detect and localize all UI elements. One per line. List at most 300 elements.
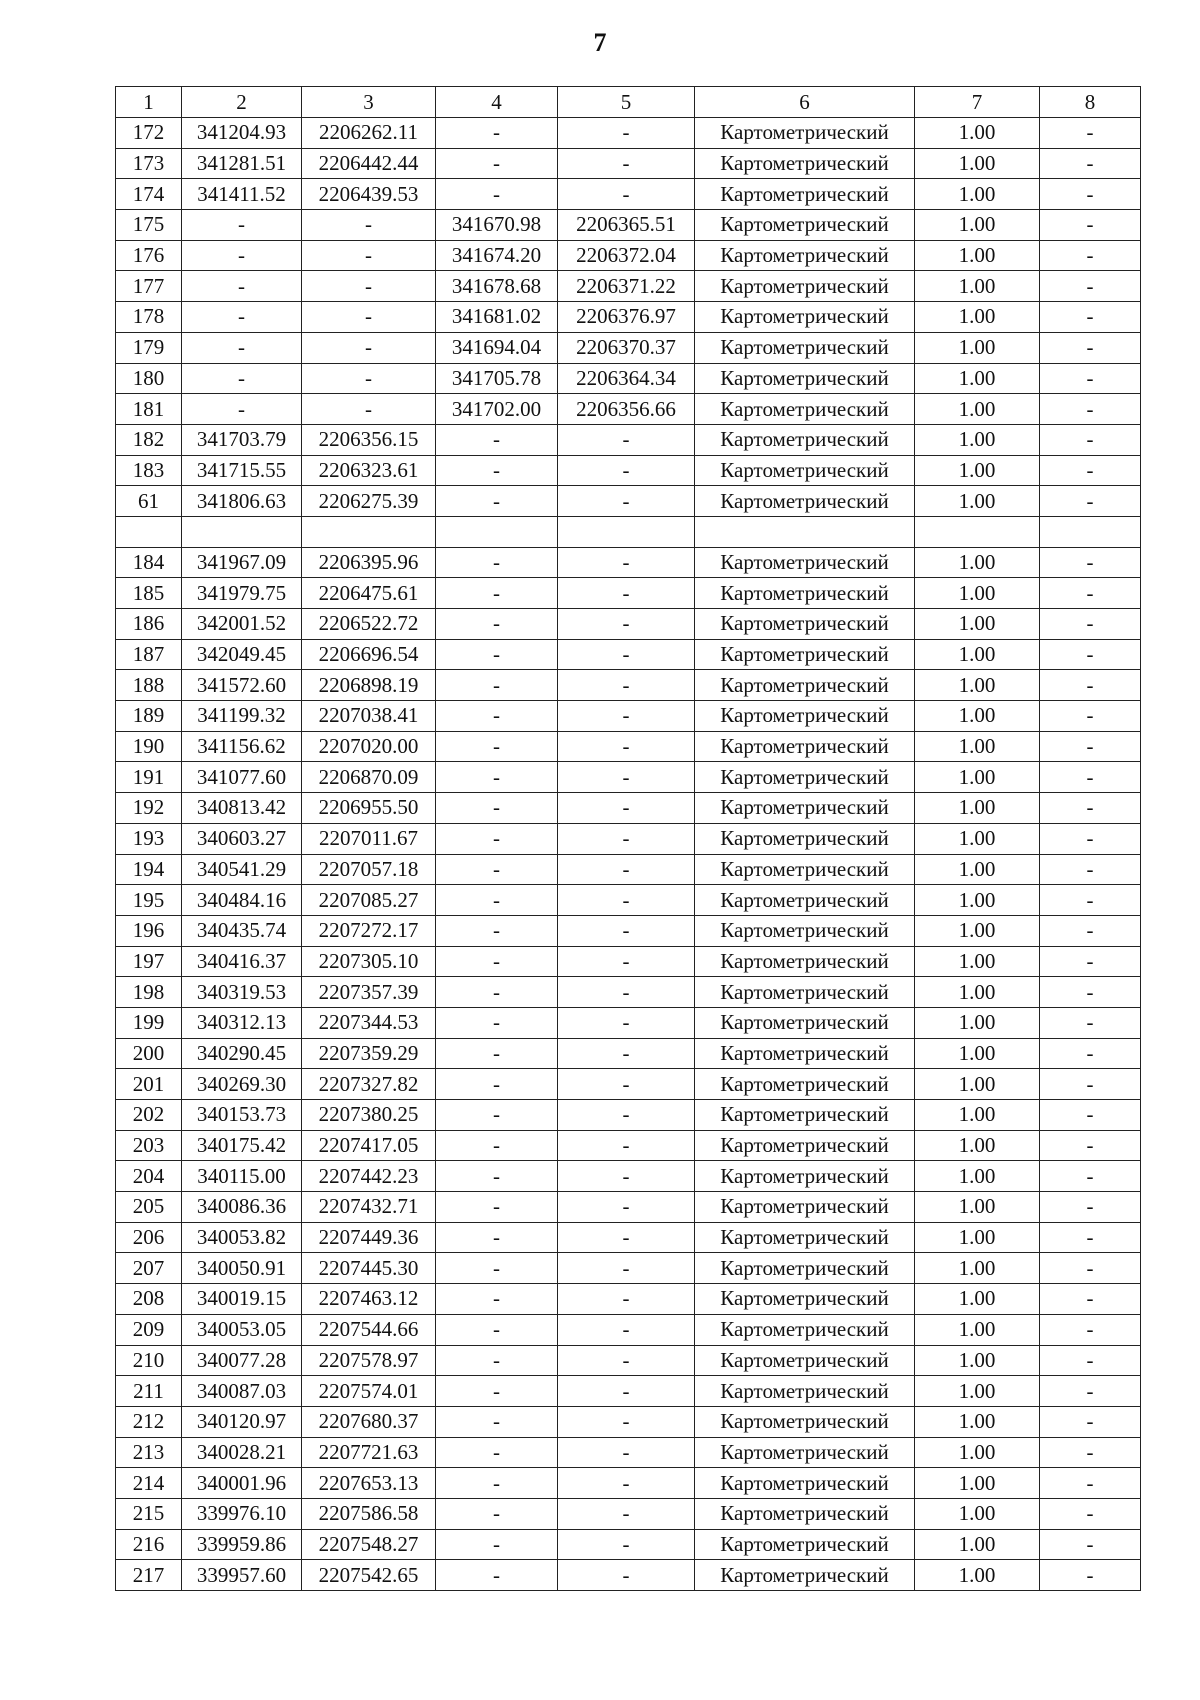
table-cell: Картометрический bbox=[695, 1100, 915, 1131]
table-cell: 340077.28 bbox=[182, 1345, 302, 1376]
table-cell: 1.00 bbox=[915, 1161, 1040, 1192]
table-cell: Картометрический bbox=[695, 1529, 915, 1560]
table-cell: - bbox=[436, 609, 558, 640]
table-cell: 1.00 bbox=[915, 118, 1040, 149]
table-cell: Картометрический bbox=[695, 1345, 915, 1376]
table-cell: 175 bbox=[116, 210, 182, 241]
table-cell: 2207327.82 bbox=[302, 1069, 436, 1100]
table-cell: - bbox=[558, 1192, 695, 1223]
table-row bbox=[116, 885, 1141, 916]
table-cell: - bbox=[436, 731, 558, 762]
table-cell: - bbox=[436, 1529, 558, 1560]
table-cell: - bbox=[182, 363, 302, 394]
table-cell: 1.00 bbox=[915, 394, 1040, 425]
table-cell: Картометрический bbox=[695, 1007, 915, 1038]
table-cell: 207 bbox=[116, 1253, 182, 1284]
table-cell: - bbox=[558, 1007, 695, 1038]
table-cell: - bbox=[436, 823, 558, 854]
table-cell: 61 bbox=[116, 486, 182, 517]
table-cell: 340416.37 bbox=[182, 946, 302, 977]
table-cell: 2206522.72 bbox=[302, 609, 436, 640]
table-cell: Картометрический bbox=[695, 1038, 915, 1069]
table-cell: - bbox=[1040, 363, 1141, 394]
table-cell: 2206365.51 bbox=[558, 210, 695, 241]
table-row bbox=[116, 762, 1141, 793]
table-row bbox=[116, 1376, 1141, 1407]
table-cell: - bbox=[1040, 547, 1141, 578]
table-cell: - bbox=[1040, 1468, 1141, 1499]
table-cell: 198 bbox=[116, 977, 182, 1008]
table-cell: 2207721.63 bbox=[302, 1437, 436, 1468]
table-cell: 201 bbox=[116, 1069, 182, 1100]
table-cell: - bbox=[1040, 1222, 1141, 1253]
table-cell: 341967.09 bbox=[182, 547, 302, 578]
table-cell: 2206898.19 bbox=[302, 670, 436, 701]
table-cell: 2207586.58 bbox=[302, 1498, 436, 1529]
table-cell bbox=[116, 516, 182, 547]
table-cell: 340435.74 bbox=[182, 915, 302, 946]
table-row bbox=[116, 1130, 1141, 1161]
table-cell: - bbox=[1040, 762, 1141, 793]
table-cell: 188 bbox=[116, 670, 182, 701]
table-cell: 1.00 bbox=[915, 1406, 1040, 1437]
table-cell: 340028.21 bbox=[182, 1437, 302, 1468]
table-row bbox=[116, 1038, 1141, 1069]
column-header-4: 4 bbox=[436, 87, 558, 118]
table-cell: 182 bbox=[116, 424, 182, 455]
table-cell: Картометрический bbox=[695, 394, 915, 425]
table-cell: - bbox=[1040, 1069, 1141, 1100]
table-cell: - bbox=[558, 1253, 695, 1284]
table-row bbox=[116, 731, 1141, 762]
table-cell: - bbox=[558, 1468, 695, 1499]
table-cell: - bbox=[436, 1069, 558, 1100]
table-cell: 341703.79 bbox=[182, 424, 302, 455]
table-cell: Картометрический bbox=[695, 578, 915, 609]
table-cell: - bbox=[558, 1100, 695, 1131]
table-cell: Картометрический bbox=[695, 547, 915, 578]
column-header-5: 5 bbox=[558, 87, 695, 118]
table-cell: - bbox=[182, 394, 302, 425]
table-cell: 2206395.96 bbox=[302, 547, 436, 578]
table-cell: - bbox=[558, 854, 695, 885]
table-row bbox=[116, 302, 1141, 333]
table-cell: 2207653.13 bbox=[302, 1468, 436, 1499]
table-row bbox=[116, 793, 1141, 824]
table-cell: - bbox=[558, 547, 695, 578]
table-cell: - bbox=[1040, 455, 1141, 486]
table-cell: 341156.62 bbox=[182, 731, 302, 762]
table-cell: - bbox=[558, 486, 695, 517]
table-cell: - bbox=[436, 762, 558, 793]
table-cell: 1.00 bbox=[915, 701, 1040, 732]
table-cell: 1.00 bbox=[915, 1560, 1040, 1591]
table-cell: 202 bbox=[116, 1100, 182, 1131]
table-row bbox=[116, 1314, 1141, 1345]
table-cell: 190 bbox=[116, 731, 182, 762]
table-cell: Картометрический bbox=[695, 762, 915, 793]
table-cell: 341572.60 bbox=[182, 670, 302, 701]
table-cell: 2206370.37 bbox=[558, 332, 695, 363]
table-cell: - bbox=[1040, 1253, 1141, 1284]
table-cell: - bbox=[436, 486, 558, 517]
table-cell: - bbox=[558, 670, 695, 701]
table-cell: - bbox=[1040, 148, 1141, 179]
table-cell: 185 bbox=[116, 578, 182, 609]
coordinates-table bbox=[115, 86, 1141, 1591]
table-cell: 2207272.17 bbox=[302, 915, 436, 946]
table-cell: 173 bbox=[116, 148, 182, 179]
table-row bbox=[116, 1560, 1141, 1591]
table-cell: 2207432.71 bbox=[302, 1192, 436, 1223]
table-row bbox=[116, 1284, 1141, 1315]
table-cell: - bbox=[436, 1437, 558, 1468]
table-cell: - bbox=[558, 762, 695, 793]
table-row bbox=[116, 1529, 1141, 1560]
table-cell: 340115.00 bbox=[182, 1161, 302, 1192]
table-row bbox=[116, 578, 1141, 609]
table-cell: - bbox=[558, 1345, 695, 1376]
table-cell: Картометрический bbox=[695, 179, 915, 210]
table-cell: 339976.10 bbox=[182, 1498, 302, 1529]
table-cell: 2206356.66 bbox=[558, 394, 695, 425]
page-number: 7 bbox=[593, 28, 607, 57]
table-cell: - bbox=[302, 240, 436, 271]
table-cell: - bbox=[182, 210, 302, 241]
table-cell: - bbox=[1040, 1529, 1141, 1560]
table-row bbox=[116, 1468, 1141, 1499]
table-cell: 341199.32 bbox=[182, 701, 302, 732]
table-cell: 2207680.37 bbox=[302, 1406, 436, 1437]
table-cell: 2207380.25 bbox=[302, 1100, 436, 1131]
table-cell: - bbox=[436, 1560, 558, 1591]
table-row bbox=[116, 977, 1141, 1008]
table-cell: 1.00 bbox=[915, 1437, 1040, 1468]
table-cell: 1.00 bbox=[915, 1192, 1040, 1223]
table-cell: - bbox=[436, 854, 558, 885]
table-cell: 203 bbox=[116, 1130, 182, 1161]
table-cell: 1.00 bbox=[915, 670, 1040, 701]
table-cell: 192 bbox=[116, 793, 182, 824]
table-cell: - bbox=[558, 1161, 695, 1192]
table-cell: 340086.36 bbox=[182, 1192, 302, 1223]
table-cell: - bbox=[558, 179, 695, 210]
table-cell: 2206696.54 bbox=[302, 639, 436, 670]
table-cell: - bbox=[436, 977, 558, 1008]
table-cell: - bbox=[558, 946, 695, 977]
table-cell: Картометрический bbox=[695, 1161, 915, 1192]
table-cell: - bbox=[1040, 823, 1141, 854]
table-cell: Картометрический bbox=[695, 701, 915, 732]
table-cell: - bbox=[182, 332, 302, 363]
table-cell: Картометрический bbox=[695, 148, 915, 179]
table-cell: 181 bbox=[116, 394, 182, 425]
table-cell: - bbox=[436, 915, 558, 946]
table-row bbox=[116, 547, 1141, 578]
column-header-8: 8 bbox=[1040, 87, 1141, 118]
table-cell: 340153.73 bbox=[182, 1100, 302, 1131]
table-cell: - bbox=[1040, 609, 1141, 640]
table-cell: 1.00 bbox=[915, 1100, 1040, 1131]
table-cell: - bbox=[1040, 731, 1141, 762]
table-cell: Картометрический bbox=[695, 240, 915, 271]
table-cell: Картометрический bbox=[695, 609, 915, 640]
table-cell: 340175.42 bbox=[182, 1130, 302, 1161]
table-cell: 1.00 bbox=[915, 486, 1040, 517]
table-cell: 186 bbox=[116, 609, 182, 640]
table-cell: 2207085.27 bbox=[302, 885, 436, 916]
table-cell: Картометрический bbox=[695, 455, 915, 486]
table-cell: 1.00 bbox=[915, 332, 1040, 363]
table-row bbox=[116, 516, 1141, 547]
column-header-3: 3 bbox=[302, 87, 436, 118]
table-cell: 1.00 bbox=[915, 1222, 1040, 1253]
table-cell: 2206870.09 bbox=[302, 762, 436, 793]
table-cell: 1.00 bbox=[915, 148, 1040, 179]
table-cell: - bbox=[558, 1560, 695, 1591]
table-cell: 2207305.10 bbox=[302, 946, 436, 977]
table-cell: 2207445.30 bbox=[302, 1253, 436, 1284]
table-row bbox=[116, 915, 1141, 946]
table-cell: 1.00 bbox=[915, 1314, 1040, 1345]
table-row bbox=[116, 1100, 1141, 1131]
table-cell bbox=[1040, 516, 1141, 547]
table-cell: Картометрический bbox=[695, 1069, 915, 1100]
table-cell: Картометрический bbox=[695, 486, 915, 517]
table-cell: Картометрический bbox=[695, 823, 915, 854]
table-cell: - bbox=[1040, 1406, 1141, 1437]
table-cell: 197 bbox=[116, 946, 182, 977]
table-cell: 340120.97 bbox=[182, 1406, 302, 1437]
table-cell: - bbox=[436, 1376, 558, 1407]
table-cell: 339957.60 bbox=[182, 1560, 302, 1591]
table-cell: 2206475.61 bbox=[302, 578, 436, 609]
table-cell: 2206372.04 bbox=[558, 240, 695, 271]
table-cell: 2206275.39 bbox=[302, 486, 436, 517]
table-cell: 2207463.12 bbox=[302, 1284, 436, 1315]
table-row bbox=[116, 1161, 1141, 1192]
table-cell: - bbox=[558, 977, 695, 1008]
table-cell: - bbox=[558, 915, 695, 946]
table-cell: - bbox=[1040, 1100, 1141, 1131]
table-cell: 2206371.22 bbox=[558, 271, 695, 302]
table-cell: 341674.20 bbox=[436, 240, 558, 271]
table-row bbox=[116, 1253, 1141, 1284]
table-row bbox=[116, 271, 1141, 302]
table-cell: 1.00 bbox=[915, 609, 1040, 640]
table-row bbox=[116, 1437, 1141, 1468]
table-row bbox=[116, 455, 1141, 486]
table-cell: 1.00 bbox=[915, 302, 1040, 333]
table-cell: 340087.03 bbox=[182, 1376, 302, 1407]
table-cell: 176 bbox=[116, 240, 182, 271]
table-cell: 340290.45 bbox=[182, 1038, 302, 1069]
table-row bbox=[116, 394, 1141, 425]
table-cell: 1.00 bbox=[915, 639, 1040, 670]
table-row bbox=[116, 1498, 1141, 1529]
table-cell: - bbox=[436, 793, 558, 824]
table-cell: 1.00 bbox=[915, 977, 1040, 1008]
table-cell: - bbox=[302, 210, 436, 241]
table-cell: - bbox=[436, 455, 558, 486]
table-cell: Картометрический bbox=[695, 854, 915, 885]
table-cell: - bbox=[558, 1406, 695, 1437]
table-row bbox=[116, 240, 1141, 271]
table-cell: 208 bbox=[116, 1284, 182, 1315]
table-cell: - bbox=[436, 179, 558, 210]
table-cell: - bbox=[1040, 179, 1141, 210]
table-row bbox=[116, 1192, 1141, 1223]
table-cell: 340319.53 bbox=[182, 977, 302, 1008]
table-cell: 1.00 bbox=[915, 731, 1040, 762]
table-cell: - bbox=[436, 1038, 558, 1069]
table-cell: - bbox=[302, 302, 436, 333]
table-cell: - bbox=[558, 118, 695, 149]
table-cell: 210 bbox=[116, 1345, 182, 1376]
table-cell: - bbox=[436, 1314, 558, 1345]
table-cell: - bbox=[558, 148, 695, 179]
table-cell: - bbox=[558, 578, 695, 609]
table-cell bbox=[436, 516, 558, 547]
table-cell: Картометрический bbox=[695, 915, 915, 946]
table-cell: 2206442.44 bbox=[302, 148, 436, 179]
table-cell: - bbox=[558, 455, 695, 486]
table-cell: Картометрический bbox=[695, 424, 915, 455]
table-row bbox=[116, 1345, 1141, 1376]
table-cell: 1.00 bbox=[915, 885, 1040, 916]
table-cell: 179 bbox=[116, 332, 182, 363]
table-cell: 187 bbox=[116, 639, 182, 670]
table-cell: 340050.91 bbox=[182, 1253, 302, 1284]
table-cell: - bbox=[436, 1007, 558, 1038]
table-row bbox=[116, 670, 1141, 701]
table-row bbox=[116, 1222, 1141, 1253]
table-cell: 180 bbox=[116, 363, 182, 394]
table-cell: 213 bbox=[116, 1437, 182, 1468]
table-cell: 1.00 bbox=[915, 424, 1040, 455]
table-cell: Картометрический bbox=[695, 1468, 915, 1499]
table-cell: - bbox=[1040, 854, 1141, 885]
table-cell: Картометрический bbox=[695, 1222, 915, 1253]
table-cell: 1.00 bbox=[915, 1529, 1040, 1560]
table-cell: 189 bbox=[116, 701, 182, 732]
table-cell: - bbox=[558, 731, 695, 762]
table-cell: 341204.93 bbox=[182, 118, 302, 149]
table-cell: 1.00 bbox=[915, 179, 1040, 210]
table-cell: - bbox=[1040, 578, 1141, 609]
table-cell: 1.00 bbox=[915, 1498, 1040, 1529]
table-cell: - bbox=[1040, 1498, 1141, 1529]
table-cell: 1.00 bbox=[915, 210, 1040, 241]
table-cell: Картометрический bbox=[695, 1130, 915, 1161]
table-cell: 341077.60 bbox=[182, 762, 302, 793]
table-cell: - bbox=[558, 1529, 695, 1560]
table-cell: 216 bbox=[116, 1529, 182, 1560]
table-cell: 200 bbox=[116, 1038, 182, 1069]
table-cell: 341715.55 bbox=[182, 455, 302, 486]
table-cell: - bbox=[1040, 639, 1141, 670]
table-cell: 1.00 bbox=[915, 823, 1040, 854]
table-cell: 341806.63 bbox=[182, 486, 302, 517]
table-cell: - bbox=[1040, 332, 1141, 363]
table-cell: 340541.29 bbox=[182, 854, 302, 885]
table-row bbox=[116, 424, 1141, 455]
table-cell: 1.00 bbox=[915, 1284, 1040, 1315]
table-cell: 1.00 bbox=[915, 1468, 1040, 1499]
table-cell: - bbox=[436, 1253, 558, 1284]
table-cell: 214 bbox=[116, 1468, 182, 1499]
table-cell: 340603.27 bbox=[182, 823, 302, 854]
table-row bbox=[116, 332, 1141, 363]
table-cell: Картометрический bbox=[695, 946, 915, 977]
table-cell: 177 bbox=[116, 271, 182, 302]
table-cell: 2207442.23 bbox=[302, 1161, 436, 1192]
table-cell: 1.00 bbox=[915, 1253, 1040, 1284]
table-cell: 341670.98 bbox=[436, 210, 558, 241]
table-cell: 340813.42 bbox=[182, 793, 302, 824]
table-cell: 341411.52 bbox=[182, 179, 302, 210]
table-header-row bbox=[116, 87, 1141, 118]
table-cell: 178 bbox=[116, 302, 182, 333]
table-cell: - bbox=[1040, 1038, 1141, 1069]
table-cell: Картометрический bbox=[695, 1314, 915, 1345]
table-cell: 196 bbox=[116, 915, 182, 946]
table-cell: - bbox=[436, 1192, 558, 1223]
table-cell: - bbox=[1040, 670, 1141, 701]
table-cell: - bbox=[436, 118, 558, 149]
table-cell: 2207057.18 bbox=[302, 854, 436, 885]
table-cell: - bbox=[558, 1314, 695, 1345]
table-cell: - bbox=[436, 1498, 558, 1529]
table-cell: 1.00 bbox=[915, 762, 1040, 793]
table-cell: 1.00 bbox=[915, 1038, 1040, 1069]
table-cell: 2207038.41 bbox=[302, 701, 436, 732]
table-cell: - bbox=[436, 639, 558, 670]
table-cell: 1.00 bbox=[915, 578, 1040, 609]
table-cell: - bbox=[436, 946, 558, 977]
table-row bbox=[116, 179, 1141, 210]
table-row bbox=[116, 639, 1141, 670]
table-cell: 342001.52 bbox=[182, 609, 302, 640]
table-cell: - bbox=[558, 639, 695, 670]
table-cell: 193 bbox=[116, 823, 182, 854]
table-cell: Картометрический bbox=[695, 332, 915, 363]
table-cell: 172 bbox=[116, 118, 182, 149]
table-cell: - bbox=[1040, 210, 1141, 241]
table-cell: Картометрический bbox=[695, 118, 915, 149]
table-cell: - bbox=[558, 885, 695, 916]
table-cell: - bbox=[558, 1284, 695, 1315]
table-cell: Картометрический bbox=[695, 1253, 915, 1284]
table-cell: 2207578.97 bbox=[302, 1345, 436, 1376]
table-cell: 342049.45 bbox=[182, 639, 302, 670]
table-cell: 340053.82 bbox=[182, 1222, 302, 1253]
table-cell: 2207574.01 bbox=[302, 1376, 436, 1407]
table-cell: - bbox=[1040, 1560, 1141, 1591]
table-cell: - bbox=[1040, 1161, 1141, 1192]
column-header-1: 1 bbox=[116, 87, 182, 118]
table-cell: - bbox=[436, 1222, 558, 1253]
table-cell: - bbox=[1040, 1130, 1141, 1161]
table-cell: - bbox=[1040, 1314, 1141, 1345]
table-cell: Картометрический bbox=[695, 210, 915, 241]
table-cell bbox=[915, 516, 1040, 547]
table-cell bbox=[558, 516, 695, 547]
table-cell: 341678.68 bbox=[436, 271, 558, 302]
table-cell: 2207011.67 bbox=[302, 823, 436, 854]
table-row bbox=[116, 210, 1141, 241]
table-cell: - bbox=[302, 332, 436, 363]
